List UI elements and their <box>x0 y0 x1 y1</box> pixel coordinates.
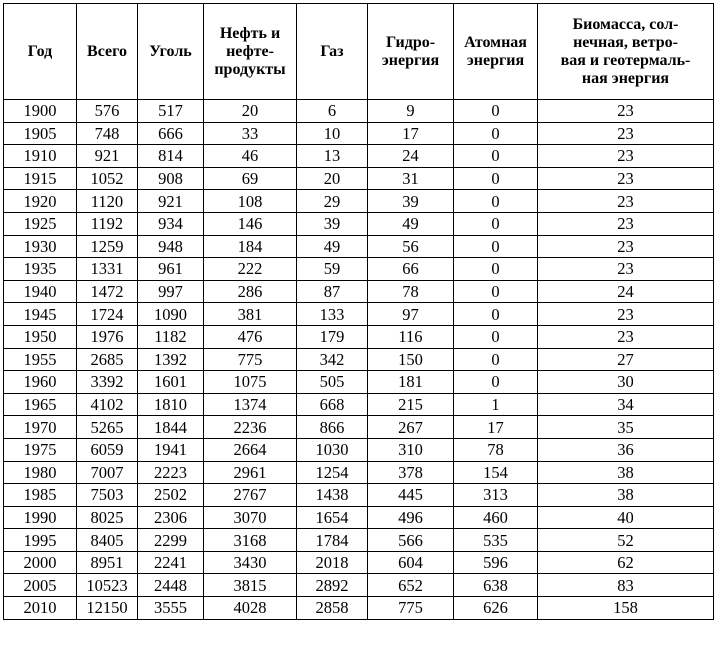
table-cell-hydro: 267 <box>368 416 454 439</box>
table-cell-nuclear: 313 <box>454 484 538 507</box>
table-cell-oil: 4028 <box>204 597 297 620</box>
table-row <box>4 122 714 145</box>
column-header-oil <box>204 4 297 100</box>
table-cell-gas: 1438 <box>297 484 368 507</box>
table-cell-nuclear: 0 <box>454 190 538 213</box>
table-cell-coal: 997 <box>138 280 204 303</box>
table-cell-gas: 49 <box>297 235 368 258</box>
table-cell-total: 8025 <box>77 506 138 529</box>
table-cell-renewable: 38 <box>538 461 714 484</box>
table-cell-hydro: 24 <box>368 145 454 168</box>
table-cell-oil: 1374 <box>204 393 297 416</box>
table-cell-coal: 908 <box>138 167 204 190</box>
table-cell-total: 576 <box>77 100 138 123</box>
table-cell-total: 8951 <box>77 551 138 574</box>
table-cell-oil: 222 <box>204 258 297 281</box>
table-cell-nuclear: 154 <box>454 461 538 484</box>
table-cell-year: 2010 <box>4 597 77 620</box>
column-header-line: нефте- <box>226 42 274 60</box>
table-cell-renewable: 23 <box>538 303 714 326</box>
table-cell-coal: 961 <box>138 258 204 281</box>
table-cell-total: 3392 <box>77 371 138 394</box>
column-header-line: Год <box>27 42 53 60</box>
table-cell-year: 1985 <box>4 484 77 507</box>
table-cell-gas: 505 <box>297 371 368 394</box>
table-cell-nuclear: 596 <box>454 551 538 574</box>
table-row <box>4 484 714 507</box>
table-cell-nuclear: 0 <box>454 235 538 258</box>
table-cell-hydro: 97 <box>368 303 454 326</box>
column-header-line: энергия <box>466 51 525 69</box>
table-cell-hydro: 310 <box>368 438 454 461</box>
table-cell-renewable: 23 <box>538 190 714 213</box>
table-cell-coal: 2448 <box>138 574 204 597</box>
table-cell-oil: 146 <box>204 212 297 235</box>
table-cell-oil: 476 <box>204 325 297 348</box>
table-cell-gas: 6 <box>297 100 368 123</box>
table-cell-year: 1925 <box>4 212 77 235</box>
column-header-gas <box>297 4 368 100</box>
table-cell-oil: 46 <box>204 145 297 168</box>
table-cell-year: 1955 <box>4 348 77 371</box>
table-cell-nuclear: 0 <box>454 100 538 123</box>
table-cell-hydro: 17 <box>368 122 454 145</box>
table-cell-renewable: 30 <box>538 371 714 394</box>
table-cell-hydro: 9 <box>368 100 454 123</box>
table-cell-renewable: 23 <box>538 258 714 281</box>
table-cell-nuclear: 0 <box>454 325 538 348</box>
table-row <box>4 325 714 348</box>
table-row <box>4 461 714 484</box>
table-cell-year: 1965 <box>4 393 77 416</box>
table-header-row <box>4 4 714 100</box>
table-row <box>4 258 714 281</box>
table-cell-hydro: 66 <box>368 258 454 281</box>
table-cell-coal: 1601 <box>138 371 204 394</box>
table-cell-renewable: 23 <box>538 100 714 123</box>
table-cell-hydro: 78 <box>368 280 454 303</box>
table-cell-year: 1905 <box>4 122 77 145</box>
table-cell-oil: 1075 <box>204 371 297 394</box>
table-row <box>4 438 714 461</box>
table-cell-coal: 1182 <box>138 325 204 348</box>
table-row <box>4 212 714 235</box>
table-cell-nuclear: 638 <box>454 574 538 597</box>
column-header-line: Всего <box>87 42 127 60</box>
table-cell-gas: 866 <box>297 416 368 439</box>
table-cell-oil: 184 <box>204 235 297 258</box>
table-cell-total: 1259 <box>77 235 138 258</box>
table-cell-renewable: 34 <box>538 393 714 416</box>
table-row <box>4 235 714 258</box>
table-cell-gas: 179 <box>297 325 368 348</box>
table-cell-gas: 1030 <box>297 438 368 461</box>
table-cell-hydro: 566 <box>368 529 454 552</box>
table-cell-renewable: 36 <box>538 438 714 461</box>
table-cell-oil: 286 <box>204 280 297 303</box>
table-cell-renewable: 23 <box>538 235 714 258</box>
column-header-line: продукты <box>214 60 286 78</box>
table-cell-gas: 10 <box>297 122 368 145</box>
table-cell-coal: 1392 <box>138 348 204 371</box>
table-cell-oil: 2961 <box>204 461 297 484</box>
column-header-line: Атомная <box>464 33 527 51</box>
table-row <box>4 529 714 552</box>
table-cell-hydro: 56 <box>368 235 454 258</box>
table-cell-oil: 3815 <box>204 574 297 597</box>
table-cell-nuclear: 0 <box>454 303 538 326</box>
table-cell-nuclear: 0 <box>454 167 538 190</box>
table-cell-coal: 1810 <box>138 393 204 416</box>
table-cell-hydro: 604 <box>368 551 454 574</box>
table-cell-hydro: 39 <box>368 190 454 213</box>
table-cell-gas: 2858 <box>297 597 368 620</box>
table-cell-gas: 1654 <box>297 506 368 529</box>
table-cell-year: 1980 <box>4 461 77 484</box>
column-header-line: вая и геотермаль- <box>560 51 691 69</box>
table-row <box>4 551 714 574</box>
table-cell-hydro: 116 <box>368 325 454 348</box>
table-cell-year: 1930 <box>4 235 77 258</box>
table-cell-renewable: 62 <box>538 551 714 574</box>
table-cell-gas: 342 <box>297 348 368 371</box>
table-cell-renewable: 52 <box>538 529 714 552</box>
table-row <box>4 303 714 326</box>
table-cell-total: 1120 <box>77 190 138 213</box>
table-cell-nuclear: 0 <box>454 280 538 303</box>
energy-production-table <box>3 3 714 620</box>
table-cell-oil: 69 <box>204 167 297 190</box>
table-row <box>4 280 714 303</box>
table-cell-oil: 3070 <box>204 506 297 529</box>
table-cell-renewable: 23 <box>538 167 714 190</box>
table-cell-total: 10523 <box>77 574 138 597</box>
table-cell-hydro: 378 <box>368 461 454 484</box>
table-cell-year: 1970 <box>4 416 77 439</box>
table-cell-coal: 2306 <box>138 506 204 529</box>
table-cell-total: 1052 <box>77 167 138 190</box>
column-header-renewable <box>538 4 714 100</box>
table-cell-year: 1940 <box>4 280 77 303</box>
table-cell-nuclear: 535 <box>454 529 538 552</box>
table-cell-total: 12150 <box>77 597 138 620</box>
table-cell-coal: 2223 <box>138 461 204 484</box>
table-cell-total: 7503 <box>77 484 138 507</box>
table-cell-hydro: 181 <box>368 371 454 394</box>
table-cell-total: 921 <box>77 145 138 168</box>
table-cell-year: 1935 <box>4 258 77 281</box>
table-cell-coal: 517 <box>138 100 204 123</box>
table-cell-hydro: 215 <box>368 393 454 416</box>
table-cell-oil: 20 <box>204 100 297 123</box>
table-cell-coal: 1844 <box>138 416 204 439</box>
table-cell-year: 1975 <box>4 438 77 461</box>
table-cell-total: 1724 <box>77 303 138 326</box>
column-header-line: нечная, ветро- <box>573 33 678 51</box>
column-header-year <box>4 4 77 100</box>
table-cell-renewable: 40 <box>538 506 714 529</box>
table-cell-gas: 59 <box>297 258 368 281</box>
table-row <box>4 416 714 439</box>
column-header-hydro <box>368 4 454 100</box>
table-cell-coal: 934 <box>138 212 204 235</box>
table-row <box>4 597 714 620</box>
table-row <box>4 348 714 371</box>
table-cell-renewable: 83 <box>538 574 714 597</box>
table-cell-oil: 2767 <box>204 484 297 507</box>
column-header-total <box>77 4 138 100</box>
table-cell-year: 2000 <box>4 551 77 574</box>
table-cell-renewable: 23 <box>538 122 714 145</box>
table-cell-coal: 2241 <box>138 551 204 574</box>
table-row <box>4 190 714 213</box>
table-cell-renewable: 23 <box>538 212 714 235</box>
table-cell-year: 1995 <box>4 529 77 552</box>
table-cell-total: 6059 <box>77 438 138 461</box>
table-cell-gas: 20 <box>297 167 368 190</box>
table-cell-year: 1900 <box>4 100 77 123</box>
table-cell-oil: 2236 <box>204 416 297 439</box>
table-cell-gas: 1784 <box>297 529 368 552</box>
table-row <box>4 145 714 168</box>
table-cell-gas: 39 <box>297 212 368 235</box>
table-row <box>4 167 714 190</box>
table-cell-total: 1331 <box>77 258 138 281</box>
table-cell-total: 2685 <box>77 348 138 371</box>
table-cell-nuclear: 0 <box>454 212 538 235</box>
table-cell-hydro: 496 <box>368 506 454 529</box>
table-cell-renewable: 23 <box>538 325 714 348</box>
table-row <box>4 371 714 394</box>
column-header-line: Гидро- <box>385 33 436 51</box>
table-cell-total: 1472 <box>77 280 138 303</box>
table-cell-year: 1945 <box>4 303 77 326</box>
table-cell-hydro: 445 <box>368 484 454 507</box>
column-header-line: Нефть и <box>219 24 281 42</box>
table-cell-coal: 948 <box>138 235 204 258</box>
table-cell-hydro: 150 <box>368 348 454 371</box>
table-cell-year: 1915 <box>4 167 77 190</box>
table-cell-renewable: 35 <box>538 416 714 439</box>
table-row <box>4 100 714 123</box>
table-cell-total: 1192 <box>77 212 138 235</box>
table-cell-gas: 133 <box>297 303 368 326</box>
table-cell-renewable: 38 <box>538 484 714 507</box>
table-cell-nuclear: 460 <box>454 506 538 529</box>
table-cell-oil: 775 <box>204 348 297 371</box>
table-cell-year: 1960 <box>4 371 77 394</box>
table-cell-coal: 1941 <box>138 438 204 461</box>
table-cell-nuclear: 0 <box>454 258 538 281</box>
table-cell-year: 1950 <box>4 325 77 348</box>
table-cell-year: 1910 <box>4 145 77 168</box>
table-cell-oil: 33 <box>204 122 297 145</box>
table-cell-nuclear: 0 <box>454 145 538 168</box>
table-cell-gas: 29 <box>297 190 368 213</box>
table-cell-coal: 1090 <box>138 303 204 326</box>
table-cell-oil: 3430 <box>204 551 297 574</box>
table-cell-nuclear: 78 <box>454 438 538 461</box>
table-cell-nuclear: 0 <box>454 371 538 394</box>
table-cell-oil: 381 <box>204 303 297 326</box>
table-cell-total: 8405 <box>77 529 138 552</box>
table-row <box>4 393 714 416</box>
table-cell-total: 7007 <box>77 461 138 484</box>
table-cell-renewable: 23 <box>538 145 714 168</box>
table-cell-year: 1920 <box>4 190 77 213</box>
table-cell-hydro: 775 <box>368 597 454 620</box>
column-header-line: ная энергия <box>581 69 670 87</box>
table-cell-coal: 2299 <box>138 529 204 552</box>
table-cell-coal: 3555 <box>138 597 204 620</box>
table-body <box>4 100 714 620</box>
table-cell-renewable: 27 <box>538 348 714 371</box>
table-cell-oil: 108 <box>204 190 297 213</box>
column-header-nuclear <box>454 4 538 100</box>
column-header-line: энергия <box>381 51 440 69</box>
table-cell-coal: 814 <box>138 145 204 168</box>
table-cell-hydro: 49 <box>368 212 454 235</box>
table-cell-gas: 1254 <box>297 461 368 484</box>
table-cell-nuclear: 0 <box>454 348 538 371</box>
table-cell-gas: 668 <box>297 393 368 416</box>
table-cell-gas: 2018 <box>297 551 368 574</box>
table-cell-gas: 2892 <box>297 574 368 597</box>
table-cell-gas: 87 <box>297 280 368 303</box>
table-cell-hydro: 652 <box>368 574 454 597</box>
table-cell-renewable: 24 <box>538 280 714 303</box>
table-cell-total: 748 <box>77 122 138 145</box>
table-cell-total: 1976 <box>77 325 138 348</box>
table-cell-coal: 2502 <box>138 484 204 507</box>
table-cell-coal: 666 <box>138 122 204 145</box>
table-cell-total: 5265 <box>77 416 138 439</box>
table-cell-year: 1990 <box>4 506 77 529</box>
table-cell-gas: 13 <box>297 145 368 168</box>
table-cell-oil: 2664 <box>204 438 297 461</box>
table-cell-total: 4102 <box>77 393 138 416</box>
table-cell-nuclear: 17 <box>454 416 538 439</box>
table-row <box>4 574 714 597</box>
column-header-line: Биомасса, сол- <box>572 15 679 33</box>
column-header-line: Газ <box>320 42 344 60</box>
table-cell-renewable: 158 <box>538 597 714 620</box>
column-header-coal <box>138 4 204 100</box>
table-cell-nuclear: 0 <box>454 122 538 145</box>
table-cell-hydro: 31 <box>368 167 454 190</box>
table-cell-nuclear: 1 <box>454 393 538 416</box>
table-cell-coal: 921 <box>138 190 204 213</box>
table-cell-oil: 3168 <box>204 529 297 552</box>
table-row <box>4 506 714 529</box>
column-header-line: Уголь <box>149 42 192 60</box>
table-cell-nuclear: 626 <box>454 597 538 620</box>
table-cell-year: 2005 <box>4 574 77 597</box>
